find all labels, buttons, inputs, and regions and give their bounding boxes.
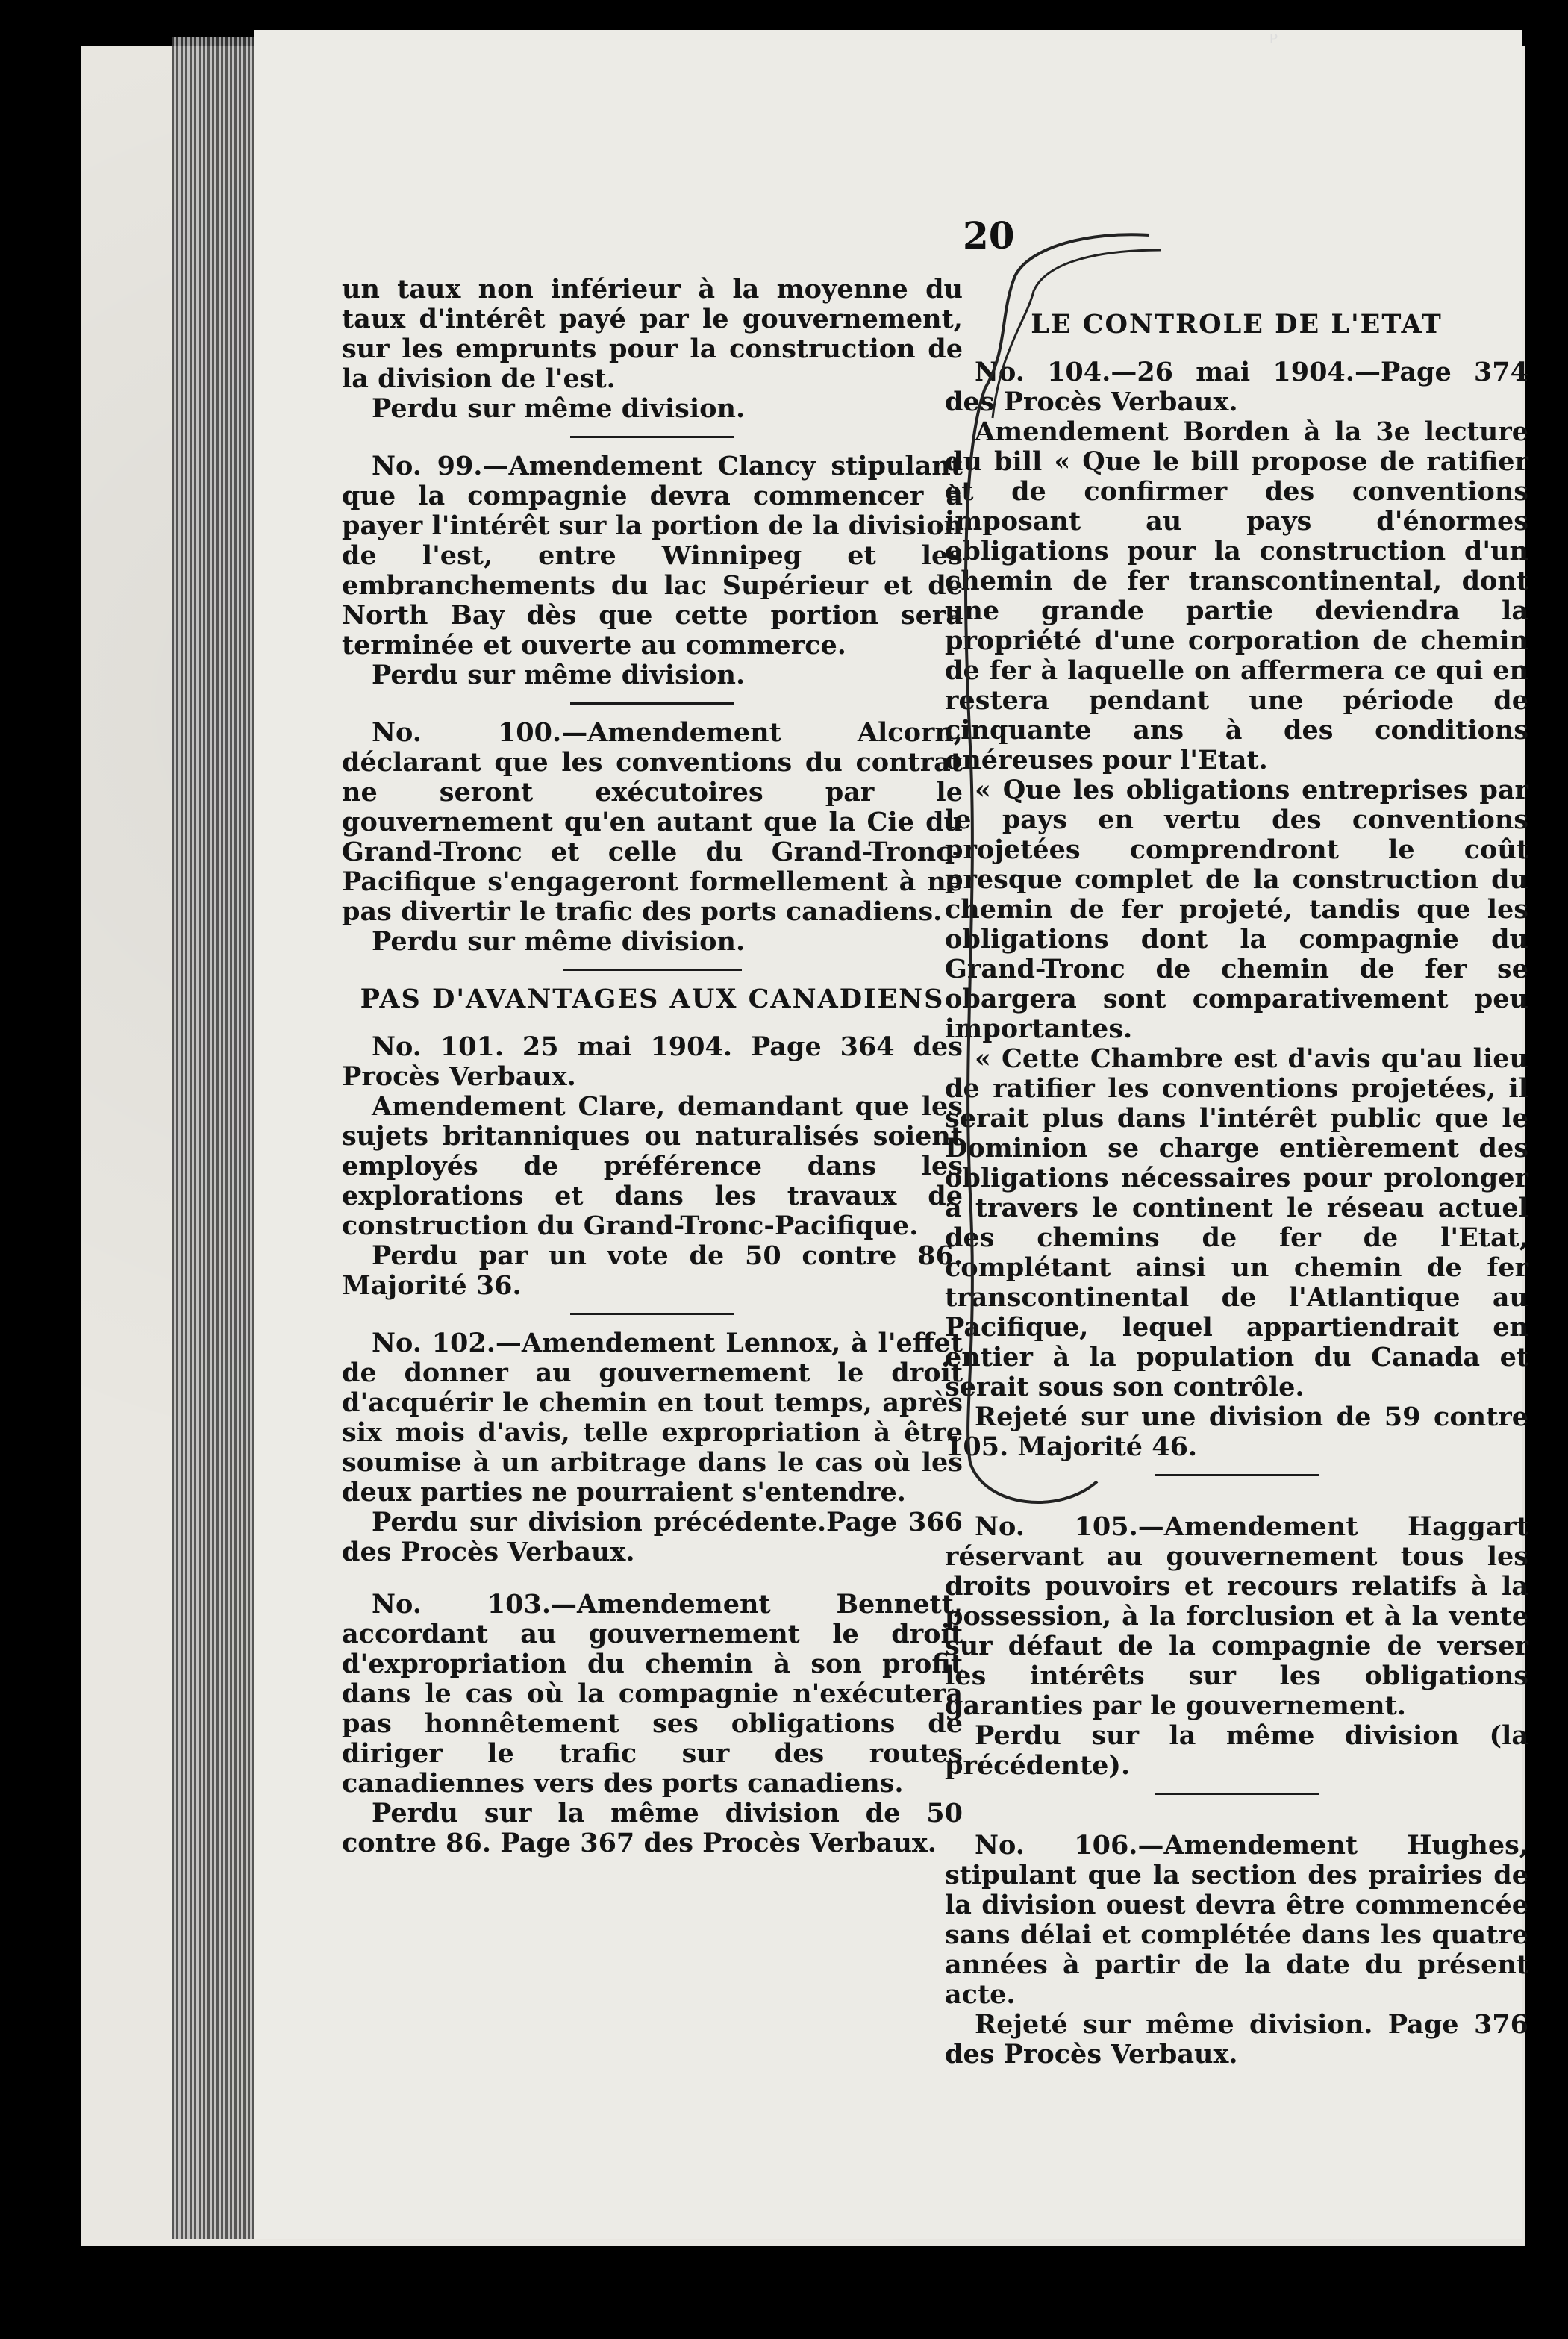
result-line: Perdu sur même division.	[372, 393, 746, 424]
item-106: No. 106.—Amendement Hughes, stipulant que la section des prairies de la division ouest devra être commencée sans délai et complétée dans les quatre années à partir de la date du présent acte.	[945, 1830, 1528, 2010]
pencil-stroke	[993, 250, 1161, 418]
result-line: Rejeté sur une division de 59 contre 105. Majorité 46.	[945, 1402, 1528, 1462]
paragraph-continuation: un taux non inférieur à la moyenne du taux d'intérêt payé par le gouvernement, sur les emprunts pour la construction de la division de l'est.	[342, 274, 963, 394]
item-101: Amendement Clare, demandant que les sujets britanniques ou naturalisés soient employés de préférence dans les explorations et dans les travaux de construction du Grand-Tronc-Pacifique.	[342, 1091, 963, 1241]
item-100: No. 100.—Amendement Alcorn, déclarant que les conventions du contrat ne seront exécutoires par le gouvernement qu'en autant que la Cie du Grand-Tronc et celle du Grand-Tronc-Pacifique s'engageront formellement à ne pas divertir le trafic des ports canadiens.	[342, 717, 963, 927]
result-line: Perdu sur division précédente.Page 366 des Procès Verbaux.	[342, 1507, 963, 1567]
section-heading: LE CONTROLE DE L'ETAT	[1031, 309, 1443, 340]
result-line: Perdu sur la même division (la précédente).	[945, 1720, 1528, 1781]
item-103: No. 103.—Amendement Bennett, accordant au gouvernement le droit d'expropriation du chemin à son profit dans le cas où la compagnie n'exécutera pas honnêtement ses obligations de diriger le trafic sur des routes canadiennes vers des ports canadiens.	[342, 1589, 963, 1799]
pencil-stroke	[966, 234, 1149, 1502]
item-99: No. 99.—Amendement Clancy stipulant que la compagnie devra commencer à payer l'intérêt sur la portion de la division de l'est, entre Winnipeg et les embranchements du lac Supérieur et de North Bay dès que cette portion sera terminée et ouverte au commerce.	[342, 451, 963, 661]
item-101-reference: No. 101. 25 mai 1904. Page 364 des Procès Verbaux.	[342, 1031, 963, 1092]
item-104-reference: No. 104.—26 mai 1904.—Page 374 des Procès Verbaux.	[945, 357, 1528, 417]
page-number: 20	[963, 213, 1015, 257]
result-line: Rejeté sur même division. Page 376 des Procès Verbaux.	[945, 2009, 1528, 2070]
corner-mark: P	[1269, 31, 1278, 47]
item-104-part-b: « Que les obligations entreprises par le pays en vertu des conventions projetées comprendront le coût presque complet de la construction du chemin de fer projeté, tandis que les obligations dont la compagnie du Grand-Tronc de chemin de fer se obargera sont comparativement peu importantes.	[945, 775, 1528, 1044]
item-104-part-a: Amendement Borden à la 3e lecture du bill « Que le bill propose de ratifier et de confirmer des conventions imposant au pays d'énormes obligations pour la construction d'un chemin de fer transcontinental, dont une grande partie deviendra la propriété d'une corporation de chemin de fer à laquelle on affermera ce qui en restera pendant une période de cinquante ans à des conditions onéreuses pour l'Etat.	[945, 416, 1528, 775]
result-line: Perdu sur même division.	[372, 926, 746, 957]
item-102: No. 102.—Amendement Lennox, à l'effet de donner au gouvernement le droit d'acquérir le chemin en tout temps, après six mois d'avis, telle expropriation à être soumise à un arbitrage dans le cas où les deux parties ne pourraient s'entendre.	[342, 1328, 963, 1508]
result-line: Perdu sur même division.	[372, 660, 746, 690]
item-105: No. 105.—Amendement Haggart réservant au gouvernement tous les droits pouvoirs et recours relatifs à la possession, à la forclusion et à la vente sur défaut de la compagnie de verser les intérêts sur les obligations garanties par le gouvernement.	[945, 1511, 1528, 1721]
result-line: Perdu par un vote de 50 contre 86. Majorité 36.	[342, 1240, 963, 1301]
item-104-part-c: « Cette Chambre est d'avis qu'au lieu de ratifier les conventions projetées, il serait plus dans l'intérêt public que le Dominion se charge entièrement des obligations nécessaires pour prolonger à travers le continent le réseau actuel des chemins de fer de l'Etat, complétant ainsi un chemin de fer transcontinental de l'Atlantique au Pacifique, lequel appartiendrait en entier à la population du Canada et serait sous son contrôle.	[945, 1043, 1528, 1402]
section-heading: PAS D'AVANTAGES AUX CANADIENS	[360, 984, 945, 1014]
result-line: Perdu sur la même division de 50 contre 86. Page 367 des Procès Verbaux.	[342, 1798, 963, 1858]
